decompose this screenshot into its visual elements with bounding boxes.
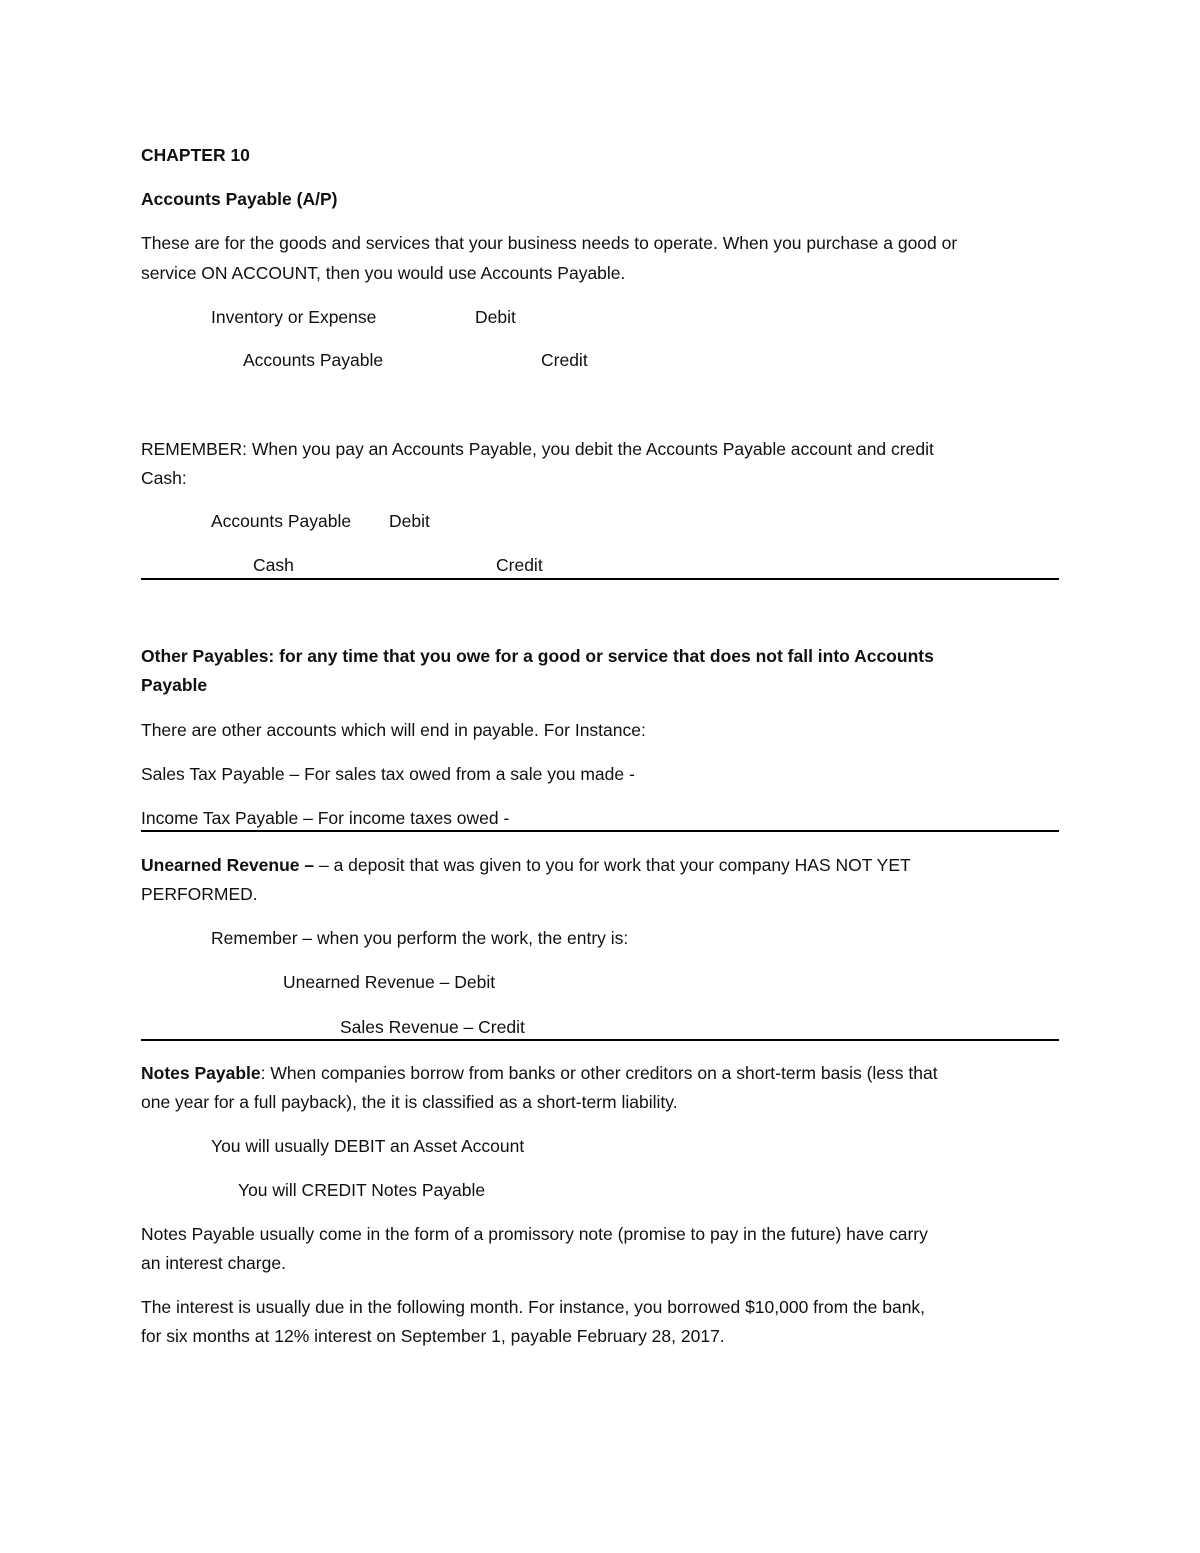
unearned-debit-line: Unearned Revenue – Debit [283,972,496,992]
section-divider [141,830,1059,832]
section-divider [141,1039,1059,1041]
section-divider [141,578,1059,580]
notes-para1-line-1: Notes Payable usually come in the form of a promissory note (promise to pay in the future) have carry [141,1224,928,1244]
entry2-debit-label: Debit [389,511,430,531]
unearned-line-2: PERFORMED. [141,884,258,904]
notes-para2-line-1: The interest is usually due in the following month. For instance, you borrowed $10,000 from the bank, [141,1297,926,1317]
sales-tax-line: Sales Tax Payable – For sales tax owed from a sale you made - [141,764,635,784]
unearned-line-1 [141,854,911,876]
other-payables-heading-line-2: Payable [141,675,208,695]
entry2-debit-account: Accounts Payable [211,511,352,531]
notes-credit-line: You will CREDIT Notes Payable [238,1180,486,1200]
notes-definition: : When companies borrow from banks or other creditors on a short-term basis (less that [260,1063,938,1083]
remember-line-1: REMEMBER: When you pay an Accounts Payable, you debit the Accounts Payable account and credit [141,439,934,459]
notes-para2-line-2: for six months at 12% interest on September 1, payable February 28, 2017. [141,1326,725,1346]
chapter-title: CHAPTER 10 [141,145,250,165]
entry2-credit-account: Cash [253,555,294,575]
ap-paragraph-line-2: service ON ACCOUNT, then you would use Accounts Payable. [141,263,626,283]
unearned-heading: Unearned Revenue – [141,855,315,875]
notes-line-1 [141,1062,938,1084]
remember-line-2: Cash: [141,468,187,488]
unearned-remember: Remember – when you perform the work, the entry is: [211,928,629,948]
entry1-credit-account: Accounts Payable [243,350,384,370]
unearned-credit-line: Sales Revenue – Credit [340,1017,525,1037]
notes-para1-line-2: an interest charge. [141,1253,286,1273]
notes-heading: Notes Payable [141,1063,261,1083]
ap-heading: Accounts Payable (A/P) [141,189,338,209]
income-tax-line: Income Tax Payable – For income taxes owed - [141,808,510,828]
entry2-credit-label: Credit [496,555,543,575]
entry1-debit-label: Debit [475,307,516,327]
notes-line-2: one year for a full payback), the it is classified as a short-term liability. [141,1092,678,1112]
notes-debit-line: You will usually DEBIT an Asset Account [211,1136,525,1156]
entry1-credit-label: Credit [541,350,588,370]
entry1-debit-account: Inventory or Expense [211,307,377,327]
unearned-definition: – a deposit that was given to you for work that your company HAS NOT YET [314,855,911,875]
other-payables-intro: There are other accounts which will end in payable. For Instance: [141,720,646,740]
ap-paragraph-line-1: These are for the goods and services that your business needs to operate. When you purchase a good or [141,233,958,253]
other-payables-heading-line-1: Other Payables: for any time that you owe for a good or service that does not fall into Accounts [141,646,934,666]
